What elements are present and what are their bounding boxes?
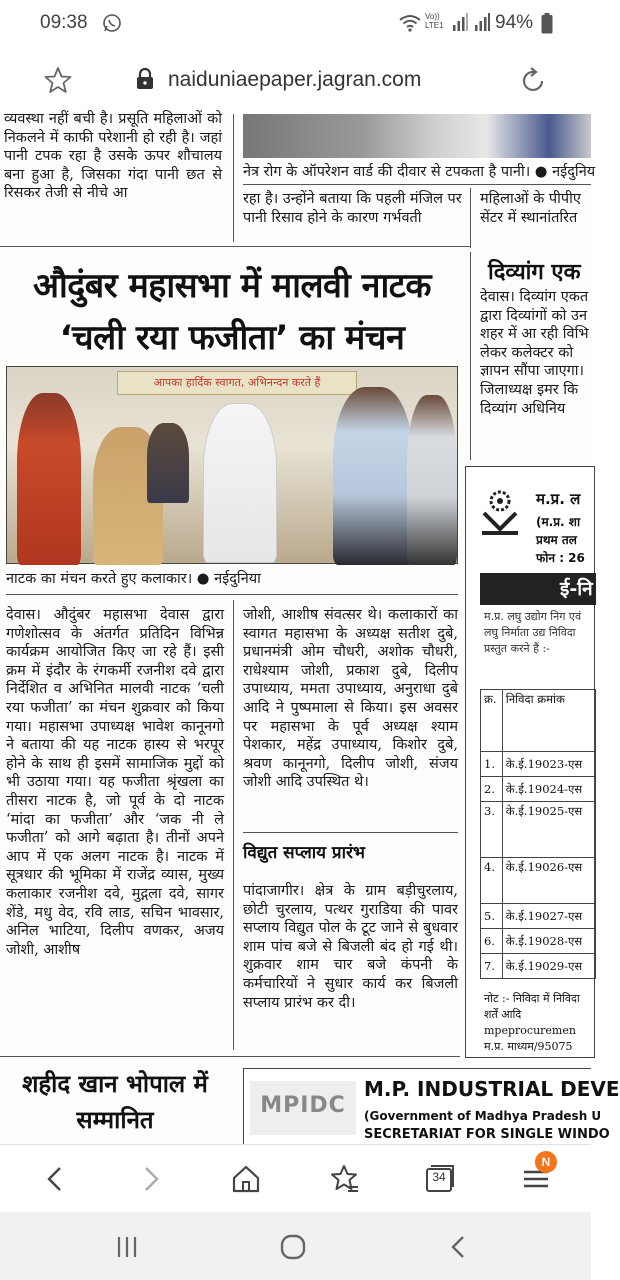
tender-footer: नोट :- निविदा में निविदा शर्तें आदि mpeprocuremen म.प्र. माध्यम/95075: [484, 992, 580, 1053]
nav-back-icon[interactable]: [446, 1234, 472, 1260]
whatsapp-icon: [102, 13, 122, 33]
column-rule: [233, 114, 234, 242]
recent-apps-icon[interactable]: [114, 1234, 140, 1260]
actor-figure: [17, 393, 81, 565]
lock-icon: [136, 68, 154, 90]
row-tender-no: के.ई.19028-एस: [502, 929, 595, 954]
article-column-2b: पांदाजागीर। क्षेत्र के ग्राम बड़ीचुरलाय, छोटी चुरलाय, पत्थर गुराडिया की पावर सप्लाय विद्युत पोल के टूट जाने से बुधवार शाम पांच बजे से बिजली बंद हो गई थी। शुक्रवार शाम चार बजे कंपनी के कर्मचारियों ने सुधार कार्य कर बिजली सप्लाय प्रारंभ कर दी।: [243, 883, 458, 1011]
back-icon[interactable]: [40, 1163, 72, 1195]
home-icon[interactable]: [230, 1163, 262, 1195]
section-rule: [0, 1056, 460, 1057]
top-photo-caption: नेत्र रोग के ऑपरेशन वार्ड की दीवार से टपकता है पानी। ● नईदुनिय: [243, 164, 596, 180]
signal-icon-2: [474, 13, 490, 31]
status-time: 09:38: [40, 12, 88, 33]
main-headline: औदुंबर महासभा में मालवी नाटक ‘चली रया फजीता’ का मंचन: [32, 266, 432, 358]
tender-band: ई-नि: [480, 573, 596, 605]
top-mid-article-text: रहा है। उन्होंने बताया कि पहली मंजिल पर पानी रिसाव होने के कारण गर्भवती: [243, 191, 462, 226]
mpidc-logo: MPIDC: [250, 1081, 356, 1135]
main-photo-caption: नाटक का मंचन करते हुए कलाकार। ● नईदुनिया: [6, 571, 261, 587]
table-row: [481, 777, 596, 802]
tender-phone: फोन : 26: [536, 551, 585, 565]
tender-address: प्रथम तल: [536, 533, 577, 547]
top-article-photo: [243, 114, 591, 158]
top-left-article-text: व्यवस्था नहीं बची है। प्रसूति महिलाओं को निकलने में काफी परेशानी हो रही है। जहां पानी टपक रहा है उसके ऊपर शौचालय बना हुआ है, जिसका गंदा पानी छत से रिसकर तेजी से नीचे आ: [4, 111, 222, 202]
table-row: [481, 752, 596, 777]
bookmarks-icon[interactable]: [328, 1163, 360, 1195]
side-article-text: देवास। दिव्यांग एकत द्वारा दिव्यांगों को उन शहर में आ रही विभि लेकर कलेक्टर को ज्ञापन सौंपा जाएगा। जिलाध्यक्ष इमर कि दिव्यांग अधिनिय: [480, 289, 589, 417]
browser-toolbar: [0, 1144, 591, 1212]
side-headline: दिव्यांग एक: [488, 260, 581, 285]
article-column-2: जोशी, आशीष संवत्सर थे। कलाकारों का स्वागत महासभा के अध्यक्ष सतीश दुबे, प्रधानमंत्री ओम चौधरी, अशोक चौधरी, राधेश्याम जोशी, प्रकाश दुबे, दिलीप उपाध्याय, ममता उपाध्याय, अनुराधा दुबे आदि ने पुष्पमाला से किया। इस अवसर पर महासभा के पूर्व अध्यक्ष श्याम पेशकार, महेंद्र उपाध्याय, किशोर दुबे, श्रवण कानूनगो, दिलीप जोशी, संजय जोशी आदि उपस्थित थे।: [243, 607, 458, 791]
row-sno: 4.: [481, 858, 503, 904]
battery-percent: 94%: [495, 12, 534, 33]
photo-banner: आपका हार्दिक स्वागत, अभिनन्दन करते हैं: [117, 371, 357, 395]
row-sno: 6.: [481, 929, 503, 954]
tender-note: म.प्र. लघु उद्योग निग एवं लघु निर्माता उद्य निविदा प्रस्तुत करने हैं :-: [484, 610, 582, 655]
row-tender-no: के.ई.19025-एस: [502, 802, 595, 858]
forward-icon[interactable]: [134, 1163, 166, 1195]
article-column-1: देवास। औदुंबर महासभा देवास द्वारा गणेशोत्सव के अंतर्गत प्रतिदिन विभिन्न कार्यक्रम आयोजित किए जा रहे हैं। इसी क्रम में इंदौर के रंगकर्मी रजनीश दवे द्वारा निर्देशित व अभिनित मालवी नाटक ‘चली रया फजीता’ का मंचन शुक्रवार को किया गया। महासभा उपाध्यक्ष भावेश कानूनगो ने बताया की यह नाटक हास्य से भरपूर होने के साथ ही इसमें सामाजिक मुद्दों को भी उठाया गया। यह फजीता श्रृंखला का तीसरा नाटक है, जो पूर्व के दो नाटक ‘मांदा का फजीता’ और ‘जक नी ले फजीता’ को आगे बढ़ाता है। तीनों अपने आप में एक अलग नाटक है। नाटक में सूत्रधार की भूमिका में राजेंद्र व्यास, मुख्य कलाकार रजनीश दवे, मुद्गला दवे, सागर शेंडे, मधु वेद, रवि लाड, सचिन भावसार, अनिल भाटिया, दिलीप वणकर, अजय जोशी, आशीष: [6, 607, 224, 958]
table-row: [481, 904, 596, 929]
menu-badge: N: [535, 1151, 557, 1173]
tender-notice: [465, 466, 595, 1058]
ad-title: M.P. INDUSTRIAL DEVE: [364, 1077, 620, 1101]
row-tender-no: के.ई.19026-एस: [502, 858, 595, 904]
top-right-article-text: महिलाओं के पीपीए सेंटर में स्थानांतरित: [480, 191, 581, 226]
network-label: Vo)) LTE1: [425, 12, 444, 30]
sub-headline: विद्युत सप्लाय प्रारंभ: [243, 843, 365, 863]
column-rule: [470, 252, 471, 460]
epaper-viewport[interactable]: [0, 111, 620, 1144]
person-figure: [407, 395, 457, 565]
table-row: [481, 929, 596, 954]
wifi-icon: [398, 13, 422, 33]
system-navbar: [0, 1212, 591, 1280]
tab-count[interactable]: 34: [432, 1170, 446, 1184]
reload-icon[interactable]: [518, 66, 548, 96]
column-rule: [233, 600, 234, 1050]
row-sno: 3.: [481, 802, 503, 858]
tender-table: [480, 689, 596, 979]
tender-title: म.प्र. ल: [536, 490, 581, 508]
row-sno: 5.: [481, 904, 503, 929]
column-rule: [470, 188, 471, 248]
signal-icon: [452, 13, 468, 31]
table-row: [481, 858, 596, 904]
row-tender-no: के.ई.19029-एस: [502, 954, 595, 979]
table-row: [481, 954, 596, 979]
row-sno: 2.: [481, 777, 503, 802]
caption-rule: [6, 594, 458, 595]
row-tender-no: के.ई.19024-एस: [502, 777, 595, 802]
table-row: [481, 802, 596, 858]
tender-subtitle: (म.प्र. शा: [536, 515, 581, 529]
address-bar: [0, 48, 591, 114]
section-rule: [0, 246, 470, 247]
ad-subtitle-2: SECRETARIAT FOR SINGLE WINDO: [364, 1127, 610, 1142]
header-tender-no: निविदा क्रमांक: [502, 690, 595, 752]
home-circle-icon[interactable]: [280, 1234, 306, 1260]
section-rule: [243, 832, 458, 833]
bottom-headline: शहीद खान भोपाल में सम्मानित: [22, 1070, 208, 1134]
url-text[interactable]: naiduniaepaper.jagran.com: [168, 68, 422, 91]
ad-subtitle: (Government of Madhya Pradesh U: [364, 1109, 602, 1123]
person-figure: [333, 387, 413, 565]
row-sno: 1.: [481, 752, 503, 777]
mpidc-advertisement: [243, 1068, 620, 1148]
star-icon[interactable]: [44, 66, 72, 94]
main-article-photo: [6, 366, 458, 564]
caption-rule: [243, 184, 591, 185]
header-sno: क्र.: [481, 690, 503, 752]
status-bar: [0, 0, 591, 48]
battery-icon: [541, 13, 553, 34]
actor-figure: [203, 403, 277, 563]
row-sno: 7.: [481, 954, 503, 979]
row-tender-no: के.ई.19023-एस: [502, 752, 595, 777]
actor-figure: [147, 423, 189, 503]
gear-logo-icon: [482, 489, 518, 537]
row-tender-no: के.ई.19027-एस: [502, 904, 595, 929]
table-header-row: [481, 690, 596, 752]
